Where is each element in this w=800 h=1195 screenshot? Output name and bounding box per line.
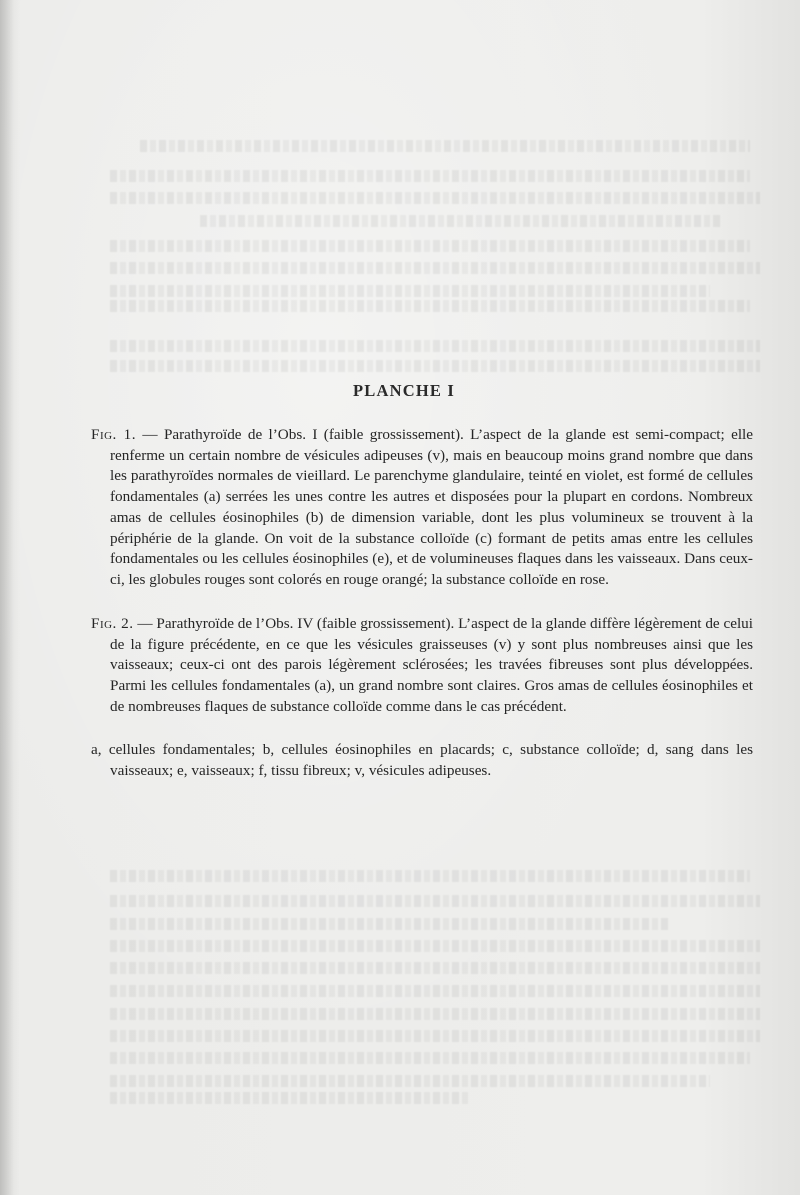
show-through-line [110, 962, 760, 974]
show-through-line [110, 1052, 750, 1064]
show-through-line [140, 140, 750, 152]
figure-1-label: Fig. 1. [91, 426, 137, 443]
show-through-line [110, 1008, 760, 1020]
show-through-line [110, 1030, 760, 1042]
show-through-line [200, 215, 720, 227]
show-through-line [110, 285, 710, 297]
figure-2-caption [91, 614, 753, 718]
plate-title: PLANCHE I [352, 381, 456, 400]
show-through-line [110, 870, 750, 882]
show-through-line [110, 192, 760, 204]
show-through-line [110, 918, 670, 930]
legend-text: a, cellules fondamentales; b, cellules éosinophiles en placards; c, substance colloïde; d, sang dans les vaisseaux; e, vaisseaux; f, tissu fibreux; v, vésicules adipeuses. [91, 741, 753, 779]
show-through-line [110, 300, 750, 312]
figure-2-text: — Parathyroïde de l’Obs. IV (faible grossissement). L’aspect de la glande diffère légèrement de celui de la figure précédente, en ce que les vésicules graisseuses (v) y sont plus nombreuses ainsi que les vaisseaux; ceux-ci ont des parois légèrement sclérosées; les travées fibreuses sont plus développées. Parmi les cellules fondamentales (a), un grand nombre sont claires. Gros amas de cellules éosinophiles et de nombreuses flaques de substance colloïde comme dans le cas précédent. [110, 615, 753, 715]
figure-1-text: — Parathyroïde de l’Obs. I (faible grossissement). L’aspect de la glande est semi-compact; elle renferme un certain nombre de vésicules adipeuses (v), mais en beaucoup moins grand nombre que dans les parathyroïdes normales de vieillard. Le parenchyme glandulaire, teinté en violet, est formé de cellules fondamentales (a) serrées les unes contre les autres et disposées pour la plupart en cordons. Nombreux amas de cellules éosinophiles (b) de dimension variable, dont les plus volumineux se trouvent à la périphérie de la glande. On voit de la substance colloïde (c) formant de petits amas entre les cellules fondamentales ou les cellules éosinophiles (e), et de volumineuses flaques dans les vaisseaux. Dans ceux-ci, les globules rouges sont colorés en rouge orangé; la substance colloïde en rose. [110, 426, 753, 588]
show-through-line [110, 1092, 470, 1104]
show-through-line [110, 240, 750, 252]
figure-2-label: Fig. 2. [91, 615, 134, 632]
show-through-line [110, 170, 750, 182]
figure-1-caption [91, 425, 753, 591]
show-through-line [110, 1075, 710, 1087]
show-through-line [110, 340, 760, 352]
binding-shadow [0, 0, 14, 1195]
show-through-line [110, 895, 760, 907]
show-through-line [110, 940, 760, 952]
show-through-line [110, 262, 760, 274]
legend-caption [91, 740, 753, 781]
show-through-line [110, 360, 760, 372]
show-through-line [110, 985, 760, 997]
